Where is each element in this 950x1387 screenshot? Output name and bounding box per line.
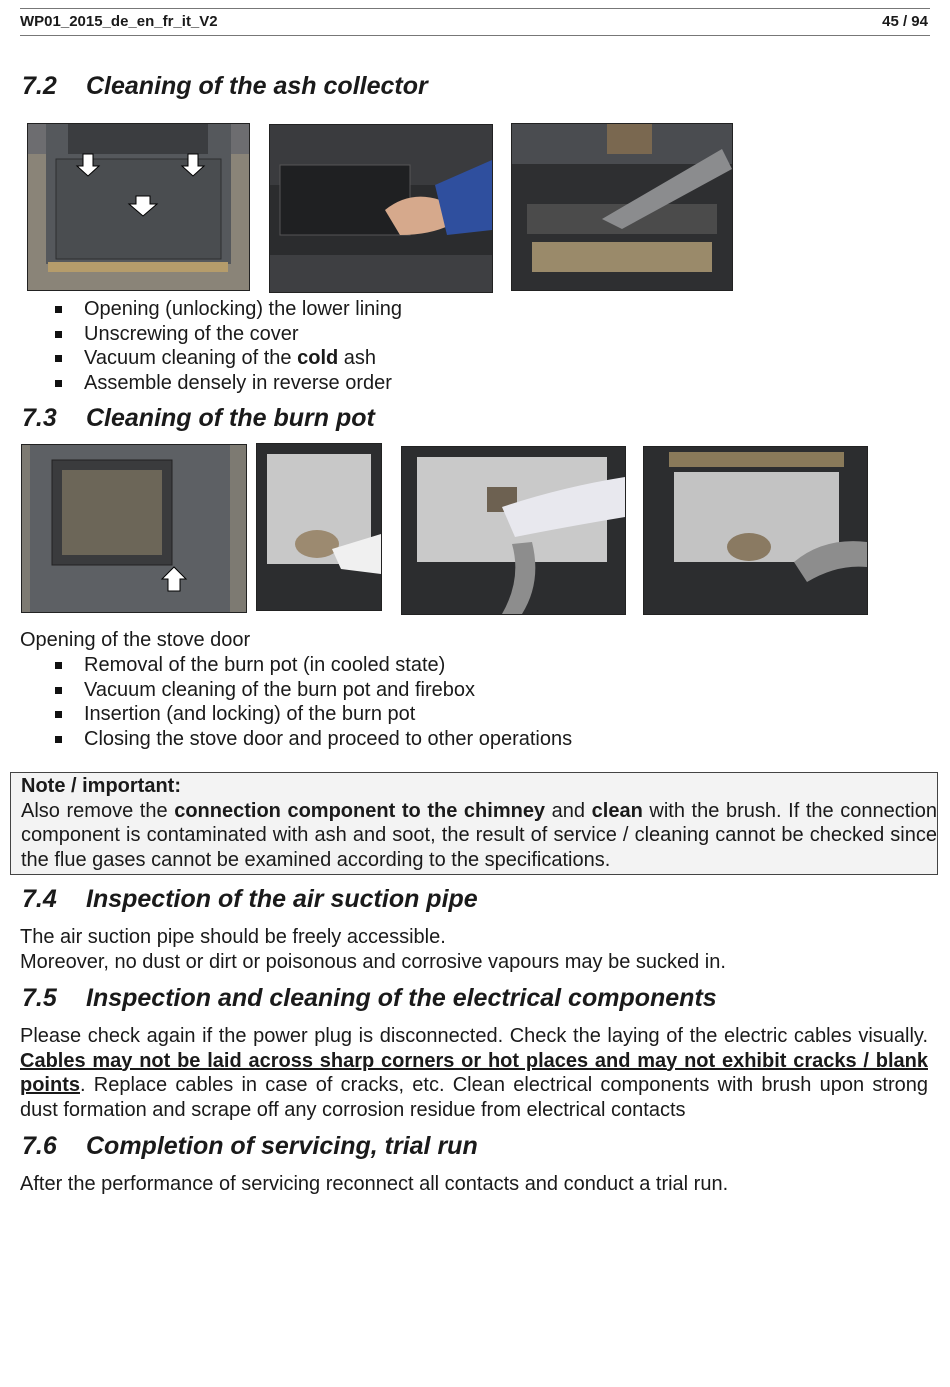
list-item: Unscrewing of the cover <box>20 322 402 347</box>
section-title: Inspection of the air suction pipe <box>86 885 478 913</box>
note-text-part: Also remove the <box>21 799 175 822</box>
list-item-text: ash <box>338 347 377 369</box>
photo-burn-pot-inserted <box>643 446 868 615</box>
photo-unscrew-cover <box>269 124 493 293</box>
note-label <box>21 774 937 799</box>
section-7-2-heading <box>22 72 428 101</box>
note-box <box>10 772 938 875</box>
note-text <box>21 799 937 873</box>
list-item: Vacuum cleaning of the burn pot and firebox <box>20 678 572 703</box>
list-item: Closing the stove door and proceed to other operations <box>20 727 572 752</box>
note-bold-part: connection component to the chimney <box>174 799 546 822</box>
list-item: Opening (unlocking) the lower lining <box>20 297 402 322</box>
photo-lower-lining <box>27 123 250 291</box>
text-line: The air suction pipe should be freely accessible. <box>20 926 446 948</box>
document-id: WP01_2015_de_en_fr_it_V2 <box>20 13 218 30</box>
text-line: Moreover, no dust or dirt or poisonous and corrosive vapours may be sucked in. <box>20 950 726 973</box>
section-number: 7.3 <box>22 404 57 432</box>
list-item <box>20 346 402 371</box>
air-suction-text <box>20 925 928 974</box>
list-item: Insertion (and locking) of the burn pot <box>20 702 572 727</box>
ash-collector-steps <box>20 297 402 395</box>
text-part: Please check again if the power plug is disconnected. Check the laying of the electric cables visually. <box>20 1025 928 1047</box>
photo-vacuum-burn-pot <box>401 446 626 615</box>
photo-stove-door <box>21 444 247 613</box>
text-part: . Replace cables in case of cracks, etc. Clean electrical components with brush upon strong dust formation and scrape off any corrosion residue from electrical contacts <box>20 1074 928 1121</box>
underlined-warning: Cables may not be laid across sharp corners or hot places and may not exhibit cracks / blank points <box>20 1049 928 1096</box>
section-number: 7.6 <box>22 1132 57 1160</box>
note-text-part: and <box>545 799 592 822</box>
list-item: Assemble densely in reverse order <box>20 371 402 396</box>
section-title: Completion of servicing, trial run <box>86 1132 478 1160</box>
section-7-4-heading <box>22 885 478 914</box>
list-item: Removal of the burn pot (in cooled state) <box>20 653 572 678</box>
section-7-5-heading <box>22 984 717 1013</box>
page-number: 45 / 94 <box>882 13 928 30</box>
burn-pot-steps <box>20 653 572 751</box>
section-number: 7.5 <box>22 984 57 1012</box>
section-number: 7.4 <box>22 885 57 913</box>
page-header <box>20 8 930 36</box>
note-text-part: with the brush. If the connection component is contaminated with ash and soot, the result of service / cleaning cannot be checked since the flue gases cannot be examined according to the specifications. <box>21 799 937 871</box>
section-7-6-heading <box>22 1132 478 1161</box>
note-label-text: Note / important: <box>21 775 181 797</box>
section-title: Inspection and cleaning of the electrical components <box>86 984 717 1012</box>
section-title: Cleaning of the burn pot <box>86 404 375 432</box>
note-bold-part: clean <box>591 799 643 822</box>
stove-door-intro: Opening of the stove door <box>20 629 251 651</box>
section-7-3-heading <box>22 404 375 433</box>
photo-remove-burn-pot <box>256 443 382 611</box>
section-title: Cleaning of the ash collector <box>86 72 428 100</box>
list-item-text: Vacuum cleaning of the <box>84 347 298 369</box>
trial-run-text: After the performance of servicing reconnect all contacts and conduct a trial run. <box>20 1173 729 1195</box>
list-item-bold: cold <box>297 347 339 369</box>
section-number: 7.2 <box>22 72 57 100</box>
photo-vacuum-ash <box>511 123 733 291</box>
electrical-text <box>20 1024 928 1122</box>
